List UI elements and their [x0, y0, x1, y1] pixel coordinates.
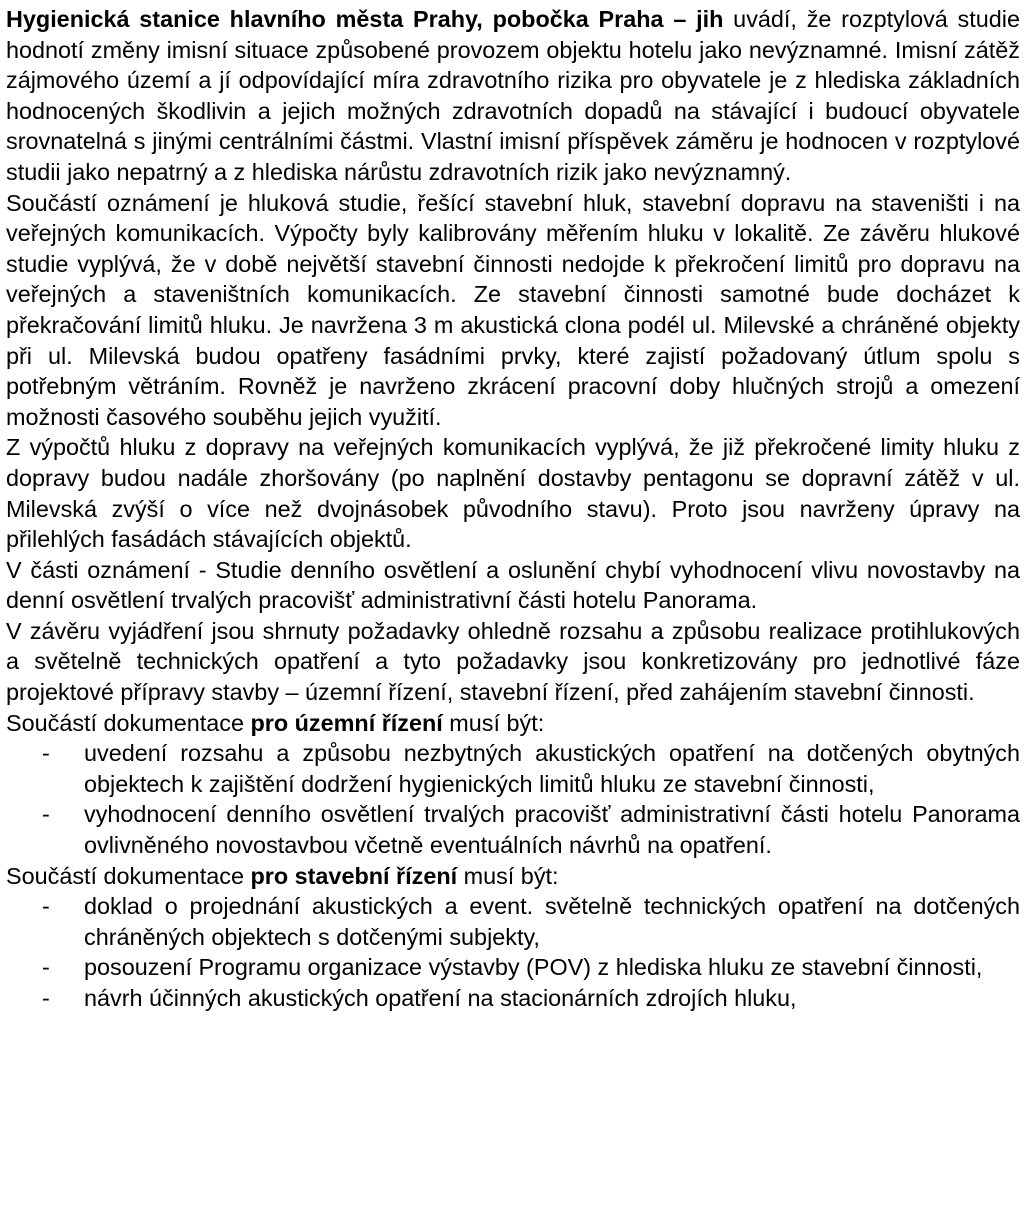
heading-territorial-intro: Součástí dokumentace	[6, 709, 251, 736]
paragraph-hygiene-text: uvádí, že rozptylová studie hodnotí změny imisní situace způsobené provozem objektu hotelu jako nevýznamné. Imisní zátěž zájmového území a jí odpovídající míra zdravotního rizika pro obyvatele je z hlediska základních hodnocených škodlivin a jejich možných zdravotních dopadů na stávající i budoucí obyvatele srovnatelná s jinými centrálními částmi. Vlastní imisní příspěvek záměru je hodnocen v rozptylové studii jako nepatrný a z hlediska nárůstu zdravotních rizik jako nevýznamný.	[6, 6, 1020, 185]
hygiene-station-name: Hygienická stanice hlavního města Prahy, pobočka Praha – jih	[6, 6, 724, 32]
list-item-text: doklad o projednání akustických a event. světelně technických opatření na dotčených chráněných objektech s dotčenými subjekty,	[84, 893, 1020, 950]
list-dash: -	[42, 740, 50, 767]
paragraph-traffic-noise: Z výpočtů hluku z dopravy na veřejných komunikacích vyplývá, že již překročené limity hluku z dopravy budou nadále zhoršovány (po naplnění dostavby pentagonu se dopravní zátěž v ul. Milevská zvýší o více než dvojnásobek původního stavu). Proto jsou navrženy úpravy na přilehlých fasádách stávajících objektů.	[6, 434, 1020, 553]
heading-building-bold: pro stavební řízení	[250, 862, 458, 889]
paragraph-noise-study: Součástí oznámení je hluková studie, řešící stavební hluk, stavební dopravu na staveništi i na veřejných komunikacích. Výpočty byly kalibrovány měřením hluku v lokalitě. Ze závěru hlukové studie vyplývá, že v době největší stavební činnosti nedojde k překročení limitů pro dopravu na veřejných a staveništních komunikacích. Ze stavební činnosti samotné bude docházet k překračování limitů hluku. Je navržena 3 m akustická clona podél ul. Milevské a chráněné objekty při ul. Milevská budou opatřeny fasádními prvky, které zajistí požadovaný útlum spolu s potřebným větráním. Rovněž je navrženo zkrácení pracovní doby hlučných strojů a omezení možnosti časového souběhu jejich využití.	[6, 189, 1020, 430]
paragraph-hygiene-station	[6, 4, 1020, 188]
list-item	[6, 952, 1020, 983]
list-item-text: uvedení rozsahu a způsobu nezbytných akustických opatření na dotčených obytných objektech k zajištění dodržení hygienických limitů hluku ze stavební činnosti,	[84, 740, 1020, 797]
list-dash: -	[42, 801, 50, 828]
paragraph-daylight-study: V části oznámení - Studie denního osvětlení a oslunění chybí vyhodnocení vlivu novostavby na denní osvětlení trvalých pracovišť administrativní části hotelu Panorama.	[6, 556, 1020, 614]
list-item-text: návrh účinných akustických opatření na stacionárních zdrojích hluku,	[84, 985, 797, 1011]
heading-building-proceedings	[6, 861, 1020, 892]
list-item	[6, 799, 1020, 860]
list-dash: -	[42, 893, 50, 920]
list-dash: -	[42, 985, 50, 1011]
list-item	[6, 738, 1020, 799]
paragraph-conclusion: V závěru vyjádření jsou shrnuty požadavky ohledně rozsahu a způsobu realizace protihlukových a světelně technických opatření a tyto požadavky jsou konkretizovány pro jednotlivé fáze projektové přípravy stavby – územní řízení, stavební řízení, před zahájením stavební činnosti.	[6, 617, 1020, 706]
heading-territorial-bold: pro územní řízení	[250, 709, 443, 736]
list-territorial-requirements	[6, 738, 1020, 860]
list-item-text: posouzení Programu organizace výstavby (POV) z hlediska hluku ze stavební činnosti,	[84, 954, 983, 981]
list-dash: -	[42, 954, 50, 981]
list-building-requirements	[6, 891, 1020, 1013]
heading-building-suffix: musí být:	[457, 862, 559, 889]
list-item-text: vyhodnocení denního osvětlení trvalých pracovišť administrativní části hotelu Panorama ovlivněného novostavbou včetně eventuálních návrhů na opatření.	[84, 801, 1020, 859]
list-item	[6, 983, 1020, 1014]
list-item	[6, 891, 1020, 952]
heading-building-intro: Součástí dokumentace	[6, 862, 251, 889]
heading-territorial-suffix: musí být:	[442, 709, 545, 736]
heading-territorial-proceedings	[6, 708, 1020, 739]
